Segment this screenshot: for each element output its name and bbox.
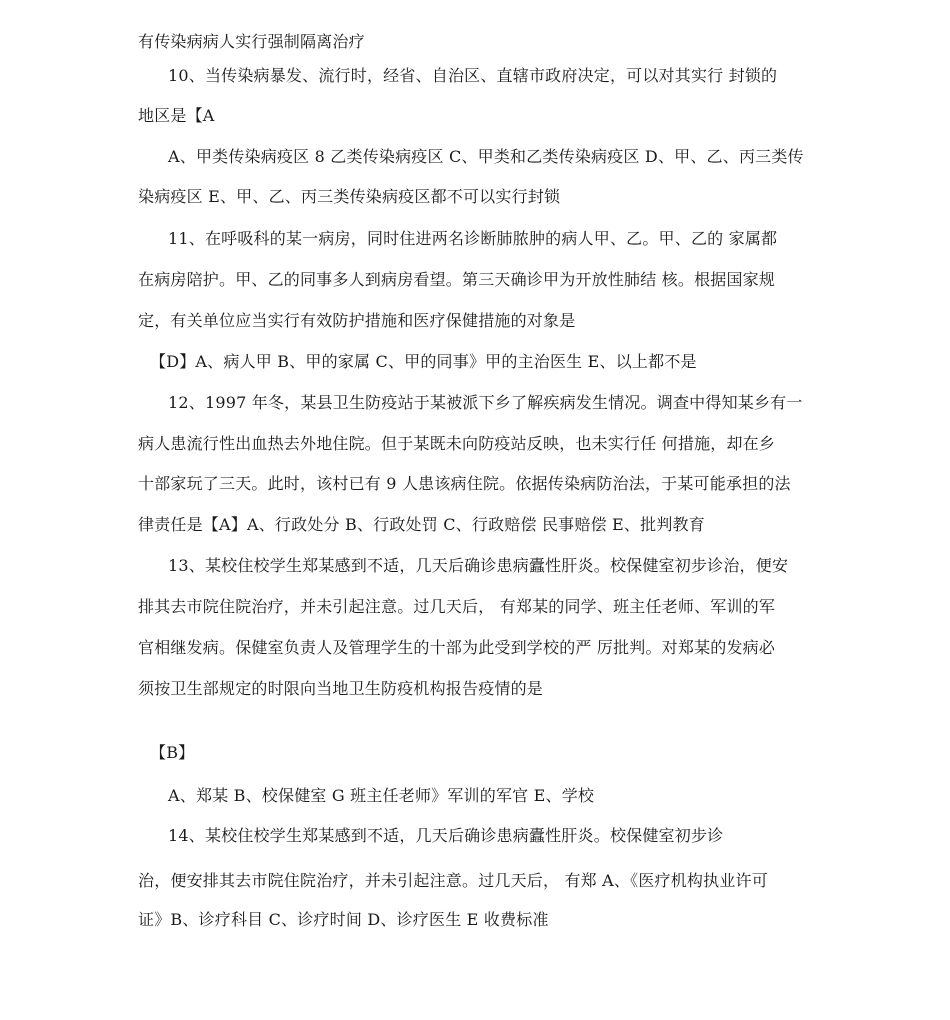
answer-line: 律责任是【A】A、行政处分 B、行政处罚 C、行政赔偿 民事赔偿 E、批判教育: [138, 515, 705, 534]
text-line: 治，便安排其去市院住院治疗，并未引起注意。过几天后， 有郑 A、《医疗机构执业许可: [138, 871, 768, 890]
options-line: A、甲类传染病疫区 8 乙类传染病疫区 C、甲类和乙类传染病疫区 D、甲、乙、丙三类传: [168, 147, 804, 166]
question-10-line: 10、当传染病暴发、流行时，经省、自治区、直辖市政府决定，可以对其实行 封锁的: [168, 66, 778, 85]
text-line: 病人患流行性出血热去外地住院。但于某既未向防疫站反映，也未实行任 何措施，却在乡: [138, 434, 776, 453]
text-line: 定，有关单位应当实行有效防护措施和医疗保健措施的对象是: [138, 311, 576, 330]
text-line: 地区是【A: [138, 106, 215, 125]
text-line: 染病疫区 E、甲、乙、丙三类传染病疫区都不可以实行封锁: [138, 187, 561, 206]
text-line: 十部家玩了三天。此时，该村已有 9 人患该病住院。依据传染病防治法，于某可能承担的法: [138, 474, 791, 493]
options-line: A、郑某 B、校保健室 G 班主任老师》军训的军官 E、学校: [168, 786, 595, 805]
text-line: 在病房陪护。甲、乙的同事多人到病房看望。第三天确诊甲为开放性肺结 核。根据国家规: [138, 270, 776, 289]
text-line: 证》B、诊疗科目 C、诊疗时间 D、诊疗医生 E 收费标准: [138, 910, 549, 929]
text-line: 有传染病病人实行强制隔离治疗: [138, 32, 365, 51]
question-12-line: 12、1997 年冬，某县卫生防疫站于某被派下乡了解疾病发生情况。调查中得知某乡有一: [168, 393, 803, 412]
answer-line: 【D】A、病人甲 B、甲的家属 C、甲的同事》甲的主治医生 E、以上都不是: [150, 352, 697, 371]
text-line: 排其去市院住院治疗，并未引起注意。过几天后， 有郑某的同学、班主任老师、军训的军: [138, 597, 776, 616]
question-13-line: 13、某校住校学生郑某感到不适，几天后确诊患病蠹性肝炎。校保健室初步诊治，便安: [168, 556, 789, 575]
question-11-line: 11、在呼吸科的某一病房，同时住进两名诊断肺脓肿的病人甲、乙。甲、乙的 家属都: [168, 229, 778, 248]
question-14-line: 14、某校住校学生郑某感到不适，几天后确诊患病蠹性肝炎。校保健室初步诊: [168, 826, 724, 845]
text-line: 官相继发病。保健室负责人及管理学生的十部为此受到学校的严 厉批判。对郑某的发病必: [138, 638, 776, 657]
text-line: 须按卫生部规定的时限向当地卫生防疫机构报告疫情的是: [138, 679, 544, 698]
answer-line: 【B】: [150, 743, 195, 762]
